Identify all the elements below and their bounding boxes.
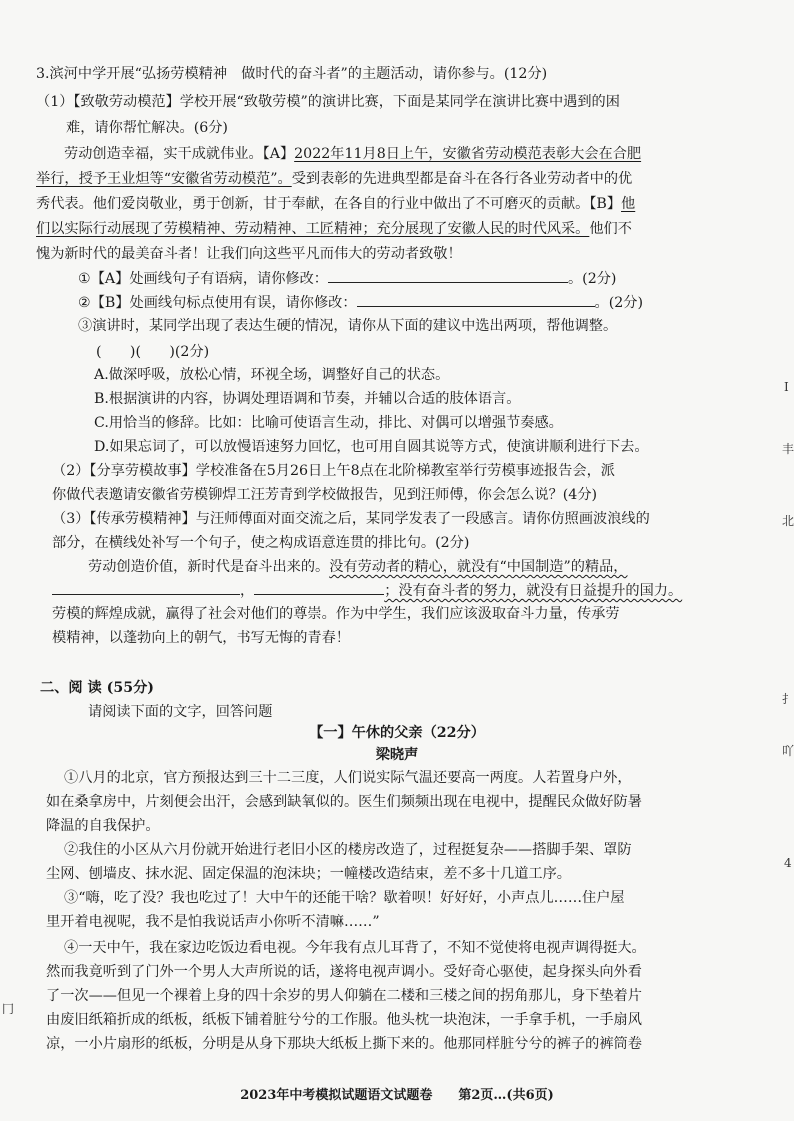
answer-blank-3[interactable]	[52, 578, 240, 595]
question-3-part1-prompt-cont: 难，请你帮忙解决。(6分)	[66, 120, 228, 136]
reading-instruction: 请阅读下面的文字，回答问题	[88, 704, 273, 720]
sub-question-2: ②【B】处画线句标点使用有误，请你修改： 。(2分)	[78, 290, 764, 315]
margin-mark: I	[784, 380, 789, 394]
sub-question-1: ①【A】处画线句子有语病，请你修改： 。(2分)	[78, 266, 764, 291]
closing-text-cont: 模精神，以蓬勃向上的朝气，书写无悔的青春！	[52, 630, 350, 646]
option-d: D.如果忘词了，可以放慢语速努力回忆，也可用自圆其说等方式，使演讲顺利进行下去。	[94, 439, 649, 455]
parallelism-line: 劳动创造价值，新时代是奋斗出来的。没有劳动者的精心，就没有“中国制造”的精品，	[88, 559, 628, 575]
passage-line	[36, 217, 764, 241]
passage-text: 他们不	[589, 221, 632, 237]
page-footer: 2023年中考模拟试题语文试题卷 第2页…(共6页)	[240, 1088, 554, 1103]
question-3-title: 3.滨河中学开展“弘扬劳模精神 做时代的奋斗者”的主题活动，请你参与。(12分)	[36, 66, 548, 82]
article-line: ④一天中午，我在家边吃饭边看电视。今年我有点儿耳背了，不知不觉使将电视声调得挺大。	[64, 940, 646, 956]
parallelism-line-2: ， ；没有奋斗者的努力，就没有日益提升的国力。	[52, 578, 764, 603]
wavy-sentence: 没有劳动者的精心，就没有“中国制造”的精品，	[329, 559, 628, 575]
closing-text: 劳模的辉煌成就，赢得了社会对他们的尊崇。作为中学生，我们应该汲取奋斗力量，传承劳	[52, 606, 620, 622]
margin-mark: 扌	[782, 692, 794, 706]
question-3-part1-prompt: （1）【致敬劳动模范】学校开展“致敬劳模”的演讲比赛，下面是某同学在演讲比赛中遇到的困	[36, 94, 620, 110]
margin-mark: 丰	[782, 442, 794, 456]
article-line: 然而我竟听到了门外一个男人大声所说的话，遂将电视声调小。受好奇心驱使，起身探头向外看	[46, 964, 642, 980]
passage-line	[64, 142, 764, 166]
passage-line: 愧为新时代的最美奋斗者！让我们向这些平凡而伟大的劳动者致敬！	[36, 246, 462, 262]
question-3-part2-prompt-cont: 你做代表邀请安徽省劳模铆焊工汪芳青到学校做报告，见到汪师傅，你会怎么说？(4分)	[52, 487, 598, 503]
choice-blanks[interactable]: ( )( )(2分)	[96, 344, 210, 360]
passage-line	[36, 167, 764, 191]
article-line: 凉，一小片扇形的纸板，分明是从身下那块大纸板上撕下来的。他那同样脏兮兮的裤子的裤筒卷	[46, 1036, 642, 1052]
answer-blank-2[interactable]	[357, 290, 595, 307]
passage-text: 劳动创造幸福，实干成就伟业。【A】	[64, 146, 295, 162]
article-line: 尘网、刨墙皮、抹水泥、固定保温的泡沫块；一幢楼改造结束，差不多十几道工序。	[46, 866, 571, 882]
passage-text: 秀代表。他们爱岗敬业，勇于创新，甘于奉献，在各自的行业中做出了不可磨灭的贡献。【B】	[36, 196, 622, 212]
sub-question-3: ③演讲时，某同学出现了表达生硬的情况，请你从下面的建议中选出两项，帮他调整。	[78, 318, 618, 334]
section-heading-reading: 二、阅 读 (55分)	[40, 680, 154, 696]
underlined-sentence-a-cont: 举行，授予王业炟等“安徽省劳动模范”。	[36, 171, 292, 187]
option-a: A.做深呼吸，放松心情，环视全场，调整好自己的状态。	[94, 367, 450, 383]
article-title: 【一】午休的父亲（22分）	[309, 725, 485, 741]
article-line: 里开着电视呢，我不是怕我说话声小你听不清嘛……”	[46, 914, 380, 930]
article-line: ①八月的北京，官方预报达到三十二三度，人们说实际气温还要高一两度。人若置身户外，	[64, 770, 632, 786]
option-c: C.用恰当的修辞。比如：比喻可使语言生动，排比、对偶可以增强节奏感。	[94, 415, 563, 431]
margin-mark: 北	[782, 514, 794, 528]
question-3-part3-prompt: （3）【传承劳模精神】与汪师傅面对面交流之后，某同学发表了一段感言。请你仿照画波浪线的	[52, 511, 650, 527]
margin-mark: 冂	[2, 1002, 15, 1016]
passage-line	[36, 192, 764, 216]
underlined-sentence-a: 2022年11月8日上午，安徽省劳动模范表彰大会在合肥	[294, 146, 642, 162]
article-line: 降温的自我保护。	[46, 818, 160, 834]
margin-mark: 4	[784, 856, 792, 870]
article-line: 了一次——但见一个裸着上身的四十余岁的男人仰躺在二楼和三楼之间的拐角那儿，身下垫着片	[46, 988, 642, 1004]
answer-blank-4[interactable]	[254, 578, 384, 595]
article-line: 由废旧纸箱折成的纸板，纸板下铺着脏兮兮的工作服。他头枕一块泡沫，一手拿手机，一手扇风	[46, 1012, 642, 1028]
underlined-sentence-b-cont: 们以实际行动展现了劳模精神、劳动精神、工匠精神；充分展现了安徽人民的时代风采。	[36, 221, 590, 237]
article-author: 梁晓声	[375, 747, 419, 763]
article-line: ③“嗨，吃了没？我也吃过了！大中午的还能干啥？歇着呗！好好好，小声点儿……住户屋	[64, 890, 625, 906]
passage-text: 受到表彰的先进典型都是奋斗在各行各业劳动者中的优	[291, 171, 633, 187]
article-line: 如在桑拿房中，片刻便会出汗，会感到缺氧似的。医生们频频出现在电视中，提醒民众做好防暑	[46, 794, 642, 810]
answer-blank-1[interactable]	[328, 266, 568, 283]
question-3-part2-prompt: （2）【分享劳模故事】学校准备在5月26日上午8点在北阶梯教室举行劳模事迹报告会，派	[52, 463, 615, 479]
article-line: ②我住的小区从六月份就开始进行老旧小区的楼房改造了，过程挺复杂——搭脚手架、罩防	[64, 842, 632, 858]
question-3-part3-prompt-cont: 部分，在横线处补写一个句子，使之构成语意连贯的排比句。(2分)	[52, 535, 470, 551]
wavy-sentence-cont: ；没有奋斗者的努力，就没有日益提升的国力。	[384, 583, 683, 599]
underlined-sentence-b: 他	[621, 196, 636, 212]
margin-mark: 吖	[782, 744, 794, 758]
option-b: B.根据演讲的内容，协调处理语调和节奏，并辅以合适的肢体语言。	[94, 391, 521, 407]
